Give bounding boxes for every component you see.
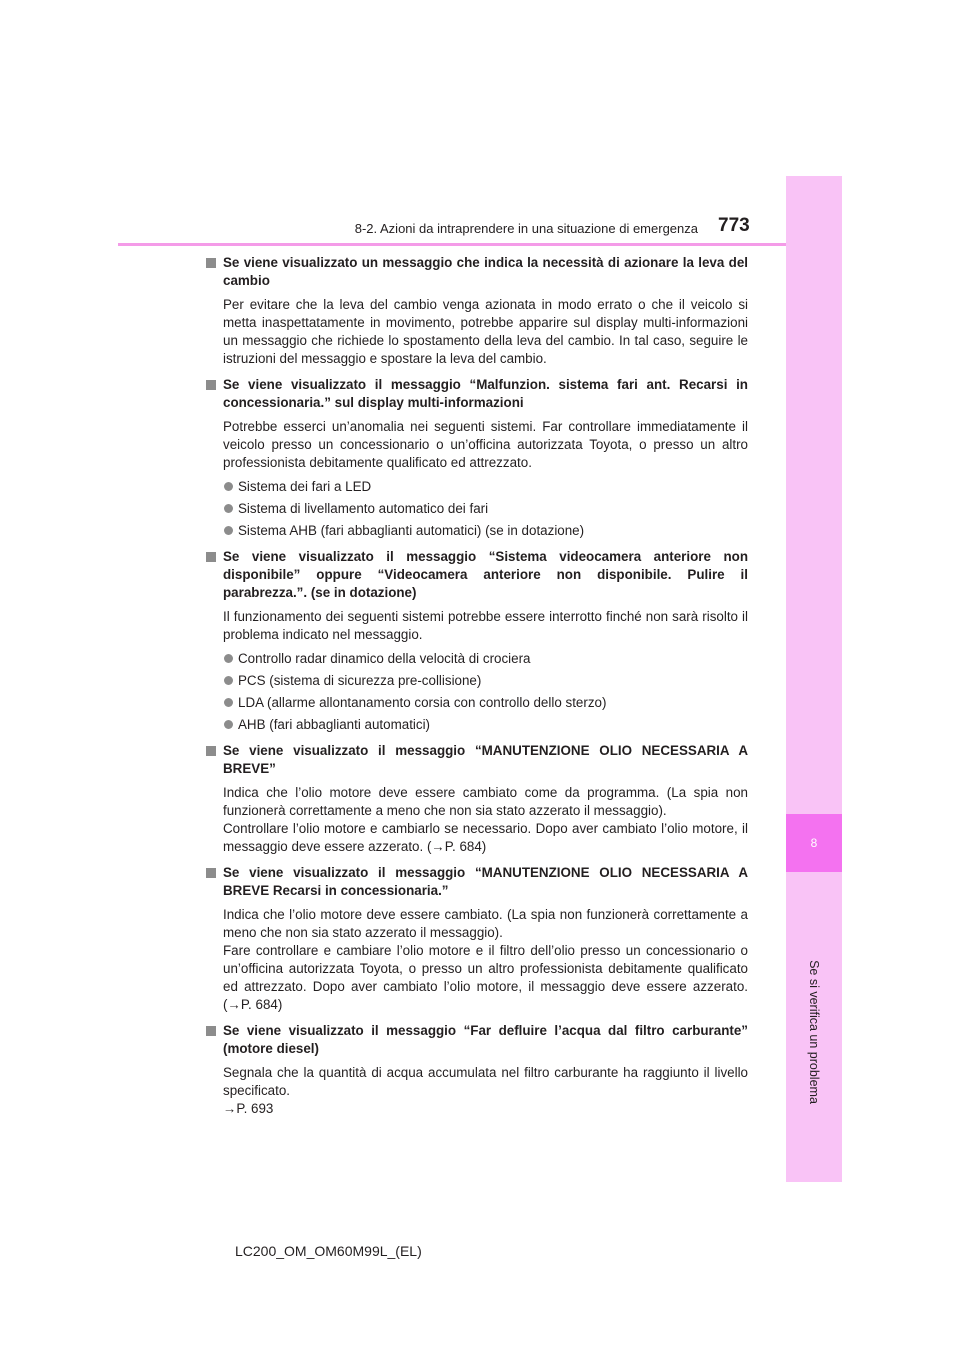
- document-code: LC200_OM_OM60M99L_(EL): [235, 1243, 422, 1259]
- square-bullet-icon: [206, 258, 216, 268]
- chapter-side-tab: [786, 176, 842, 1182]
- paragraph: Il funzionamento dei seguenti sistemi potrebbe essere interrotto finché non sarà risolto il problema indicato nel messaggio.: [223, 609, 748, 642]
- chapter-title: Se si verifica un problema: [807, 960, 821, 1104]
- round-bullet-icon: [224, 654, 233, 663]
- round-bullet-icon: [224, 526, 233, 535]
- section-shift-lever: [206, 254, 748, 368]
- round-bullet-icon: [224, 698, 233, 707]
- square-bullet-icon: [206, 552, 216, 562]
- section-heading: Se viene visualizzato il messaggio “Far defluire l’acqua dal filtro carburante” (motore diesel): [206, 1022, 748, 1058]
- chapter-number: 8: [810, 836, 818, 850]
- paragraph: Indica che l’olio motore deve essere cambiato come da programma. (La spia non funzionerà correttamente a meno che non sia stato azzerato il messaggio). Controllare l’olio motore e cambiarlo se necessario. Dopo aver cambiato l’olio motore, il messaggio deve essere azzerato. (→P. 684): [223, 785, 748, 854]
- list-item: Sistema AHB (fari abbaglianti automatici) (se in dotazione): [206, 522, 748, 540]
- round-bullet-icon: [224, 720, 233, 729]
- section-heading: Se viene visualizzato un messaggio che indica la necessità di azionare la leva del cambio: [206, 254, 748, 290]
- list-item: AHB (fari abbaglianti automatici): [206, 716, 748, 734]
- paragraph: Segnala che la quantità di acqua accumulata nel filtro carburante ha raggiunto il livello specificato. →P. 693: [223, 1065, 748, 1116]
- paragraph: Per evitare che la leva del cambio venga azionata in modo errato o che il veicolo si metta inaspettatamente in movimento, potrebbe apparire sul display multi-informazioni un messaggio che richiede lo spostamento della leva del cambio. In tal caso, seguire le istruzioni del messaggio e spostare la leva del cambio.: [223, 297, 748, 366]
- header-divider: [118, 243, 786, 246]
- section-heading: Se viene visualizzato il messaggio “MANUTENZIONE OLIO NECESSARIA A BREVE”: [206, 742, 748, 778]
- square-bullet-icon: [206, 380, 216, 390]
- page-number: 773: [718, 215, 750, 236]
- section-heading: Se viene visualizzato il messaggio “Sistema videocamera anteriore non disponibile” oppure “Videocamera anteriore non disponibile. Pulire il parabrezza.”. (se in dotazione): [206, 548, 748, 602]
- list-item: LDA (allarme allontanamento corsia con controllo dello sterzo): [206, 694, 748, 712]
- square-bullet-icon: [206, 1026, 216, 1036]
- list-item: PCS (sistema di sicurezza pre-collisione): [206, 672, 748, 690]
- section-heading: Se viene visualizzato il messaggio “Malfunzion. sistema fari ant. Recarsi in concessionaria.” sul display multi-informazioni: [206, 376, 748, 412]
- section-fuel-filter-water: [206, 1022, 748, 1118]
- round-bullet-icon: [224, 676, 233, 685]
- section-heading: Se viene visualizzato il messaggio “MANUTENZIONE OLIO NECESSARIA A BREVE Recarsi in concessionaria.”: [206, 864, 748, 900]
- section-headlight-malfunction: [206, 376, 748, 540]
- list-item: Controllo radar dinamico della velocità di crociera: [206, 650, 748, 668]
- list-item: Sistema dei fari a LED: [206, 478, 748, 496]
- section-oil-maintenance: [206, 742, 748, 856]
- chapter-number-badge: [786, 814, 842, 872]
- header-section-title: 8-2. Azioni da intraprendere in una situazione di emergenza: [354, 221, 698, 236]
- page-content: [206, 254, 748, 1126]
- paragraph: Indica che l’olio motore deve essere cambiato. (La spia non funzionerà correttamente a meno che non sia stato azzerato il messaggio). Fare controllare e cambiare l’olio motore e il filtro dell’olio presso un concessionario o un’officina autorizzata Toyota, o presso un altro professionista debitamente qualificato ed attrezzato. Dopo aver cambiato l’olio motore, il messaggio deve essere azzerato. (→P. 684): [223, 907, 748, 1012]
- square-bullet-icon: [206, 746, 216, 756]
- round-bullet-icon: [224, 482, 233, 491]
- square-bullet-icon: [206, 868, 216, 878]
- page-reference-link[interactable]: →P. 693: [223, 1101, 274, 1116]
- section-oil-maintenance-dealer: [206, 864, 748, 1014]
- list-item: Sistema di livellamento automatico dei fari: [206, 500, 748, 518]
- section-front-camera: [206, 548, 748, 734]
- round-bullet-icon: [224, 504, 233, 513]
- paragraph: Potrebbe esserci un’anomalia nei seguenti sistemi. Far controllare immediatamente il veicolo presso un concessionario o un’officina autorizzata Toyota, o presso un altro professionista debitamente qualificato ed attrezzato.: [223, 419, 748, 470]
